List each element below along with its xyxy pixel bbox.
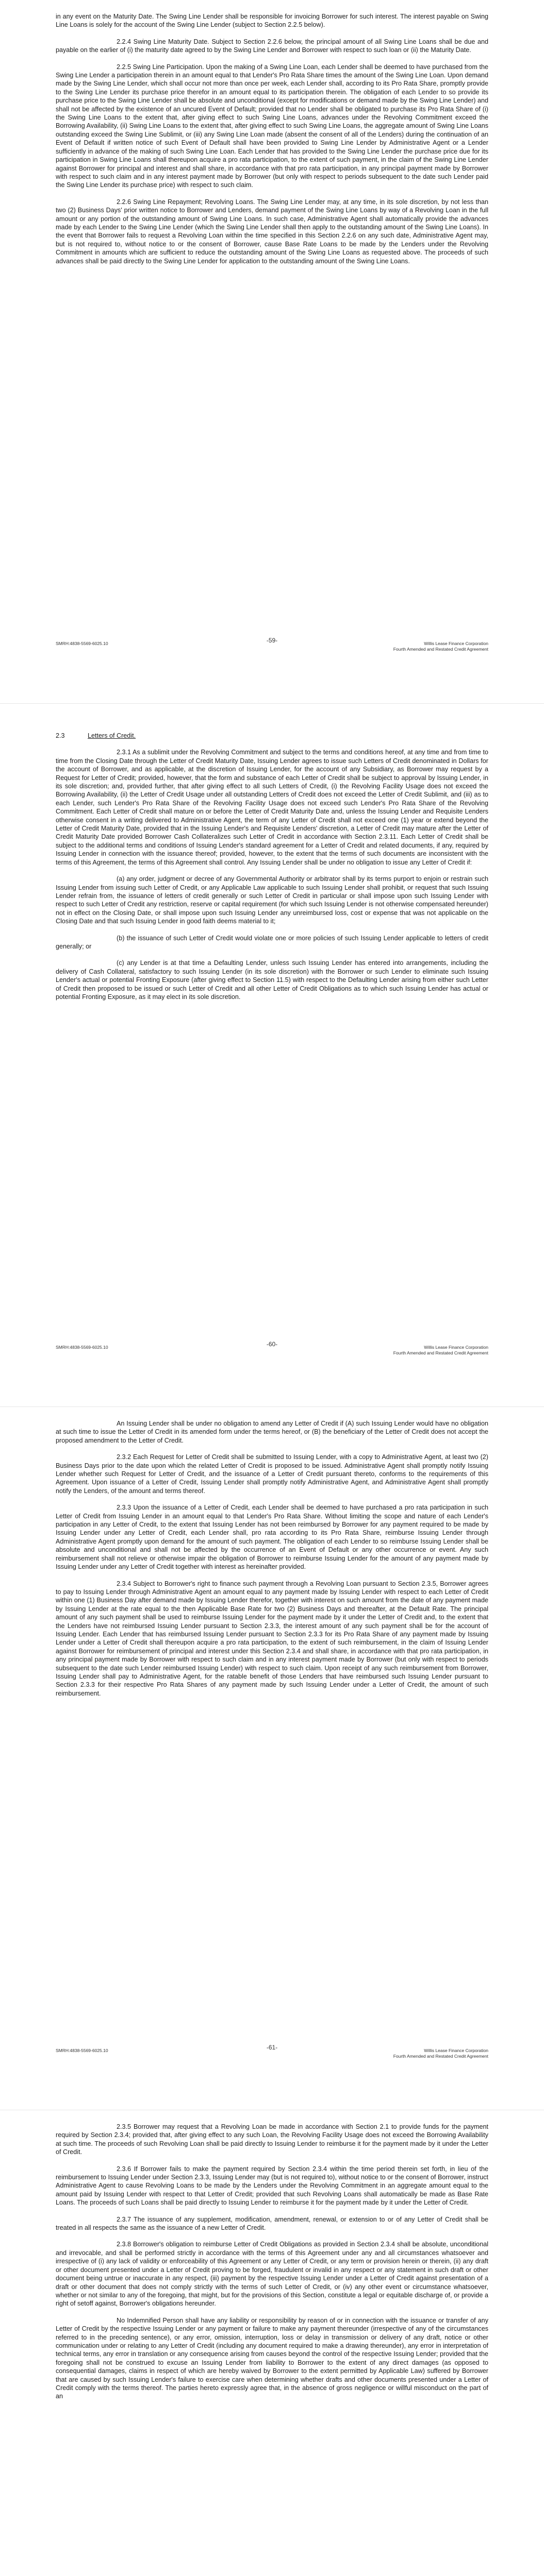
paragraph: 2.2.6 Swing Line Repayment; Revolving Loans. The Swing Line Lender may, at any time, in its sole discretion, by not less than two (2) Business Days' prior written notice to Borrower and Lenders, demand payment of the Swing Line Loans by way of a Revolving Loan in the full amount or any portion of the outstanding amount of Swing Line Loans. In such case, Administrative Agent shall automatically provide the advances made by each Lender to the Swing Line Lender (which the Swing Line Lender shall then apply to the outstanding amount of the Swing Line Loans). In the event that Borrower fails to request a Revolving Loan within the time specified in this Section 2.2.6 on any such date, Administrative Agent may, but is not required to, without notice to or the consent of Borrower, cause Base Rate Loans to be made by the Lenders under the Revolving Commitment in amounts which are sufficient to reduce the outstanding amount of the Swing Line Loans as requested above. The proceeds of such advances shall be paid directly to the Swing Line Lender for application to the outstanding amount of the Swing Line Loans. <box>56 198 488 265</box>
paragraph: 2.3.3 Upon the issuance of a Letter of Credit, each Lender shall be deemed to have purchased a pro rata participation in such Letter of Credit from Issuing Lender in an amount equal to that Lender's Pro Rata Share. Without limiting the scope and nature of each Lender's participation in any Letter of Credit, to the extent that Issuing Lender has not been reimbursed by Borrower for any payment required to be made by Issuing Lender under any Letter of Credit, each Lender shall, pro rata according to its Pro Rata Share, reimburse Issuing Lender through Administrative Agent promptly upon demand for the amount of such payment. The obligation of each Lender to so reimburse Issuing Lender shall be absolute and unconditional and shall not be affected by the occurrence of an Event of Default or any other occurrence or event. Any such reimbursement shall not relieve or otherwise impair the obligation of Borrower to reimburse Issuing Lender for the amount of any payment made by Issuing Lender under any Letter of Credit together with interest as hereinafter provided. <box>56 1504 488 1571</box>
paragraph: 2.3.8 Borrower's obligation to reimburse Letter of Credit Obligations as provided in Section 2.3.4 shall be absolute, unconditional and irrevocable, and shall be performed strictly in accordance with the terms of this Agreement under any and all circumstances whatsoever and irrespective of (i) any lack of validity or enforceability of this Agreement or any Letter of Credit, or any term or provision herein or therein, (ii) any draft or other document presented under a Letter of Credit proving to be forged, fraudulent or invalid in any respect or any statement in such draft or other document being untrue or inaccurate in any respect, (iii) payment by the respective Issuing Lender under a Letter of Credit against presentation of a draft or other document that does not comply strictly with the terms of such Letter of Credit, or (iv) any other event or circumstance whatsoever, whether or not similar to any of the foregoing, that might, but for the provisions of this Section, constitute a legal or equitable discharge of, or provide a right of setoff against, Borrower's obligations hereunder. <box>56 2241 488 2308</box>
page-body <box>56 2123 488 2401</box>
footer-company <box>393 1345 488 1356</box>
clause-a: (a) any order, judgment or decree of any Governmental Authority or arbitrator shall by its terms purport to enjoin or restrain such Issuing Lender from issuing such Letter of Credit, or any Applicable Law applicable to such Issuing Lender shall prohibit, or request that such Issuing Lender refrain from, the issuance of letters of credit generally or such Letter of Credit in particular or shall impose upon such Issuing Lender with respect to such Letter of Credit any restriction, reserve or capital requirement (for which such Issuing Lender is not otherwise compensated hereunder) not in effect on the Closing Date, or shall impose upon such Issuing Lender any unreimbursed loss, cost or expense that was not applicable on the Closing Date and that such Issuing Lender in good faith deems material to it; <box>56 875 488 925</box>
paragraph: 2.3.2 Each Request for Letter of Credit shall be submitted to Issuing Lender, with a copy to Administrative Agent, at least two (2) Business Days prior to the date upon which the related Letter of Credit is proposed to be issued. Administrative Agent shall promptly notify Issuing Lender whether such Request for Letter of Credit, and the issuance of a Letter of Credit pursuant thereto, conforms to the requirements of this Agreement. Upon issuance of a Letter of Credit, Issuing Lender shall promptly notify Administrative Agent, and Administrative Agent shall promptly notify the Lenders, of the amount and terms thereof. <box>56 1453 488 1495</box>
page-number: -59- <box>266 637 278 644</box>
paragraph: No Indemnified Person shall have any liability or responsibility by reason of or in connection with the issuance or transfer of any Letter of Credit by the respective Issuing Lender or any payment or failure to make any payment thereunder (irrespective of any of the circumstances referred to in the preceding sentence), or any error, omission, interruption, loss or delay in transmission or delivery of any draft, notice or other communication under or relating to any Letter of Credit (including any document required to make a drawing thereunder), any error in interpretation of technical terms, any error in translation or any consequence arising from causes beyond the control of the respective Issuing Lender; provided that the foregoing shall not be construed to excuse an Issuing Lender from liability to Borrower to the extent of any direct damages (as opposed to consequential damages, claims in respect of which are hereby waived by Borrower to the extent permitted by Applicable Law) suffered by Borrower that are caused by such Issuing Lender's failure to exercise care when determining whether drafts and other documents presented under a Letter of Credit comply with the terms thereof. The parties hereto expressly agree that, in the absence of gross negligence or willful misconduct on the part of an <box>56 2316 488 2400</box>
page-62 <box>0 2110 544 2576</box>
footer-doc-id: SMRH:4838-5569-6025.10 <box>56 2048 108 2053</box>
footer-company-name: Willis Lease Finance Corporation <box>424 1345 488 1350</box>
page-footer <box>56 1342 488 1362</box>
clause-c: (c) any Lender is at that time a Defaulting Lender, unless such Issuing Lender has entered into arrangements, including the delivery of Cash Collateral, satisfactory to such Issuing Lender (in its sole discretion) with the Borrower or such Lender to eliminate such Issuing Lender's actual or potential Fronting Exposure (after giving effect to Section 11.5) with respect to the Defaulting Lender arising from either such Letter of Credit then proposed to be issued or such Letter of Credit and all other Letter of Credit Obligations as to which such Issuing Lender has actual or potential Fronting Exposure, as it may elect in its sole discretion. <box>56 959 488 1001</box>
page-59 <box>0 0 544 703</box>
paragraph: in any event on the Maturity Date. The Swing Line Lender shall be responsible for invoicing Borrower for such interest. The interest payable on Swing Line Loans is solely for the account of the Swing Line Lender (subject to Section 2.2.5 below). <box>56 13 488 29</box>
footer-company <box>393 2048 488 2059</box>
page-body <box>56 1419 488 1698</box>
page-number: -61- <box>266 2044 278 2051</box>
page-footer <box>56 638 488 658</box>
footer-company <box>393 641 488 652</box>
section-number: 2.3 <box>56 732 65 739</box>
footer-agreement-title: Fourth Amended and Restated Credit Agreement <box>393 2054 488 2059</box>
footer-agreement-title: Fourth Amended and Restated Credit Agreement <box>393 1350 488 1355</box>
paragraph: 2.3.5 Borrower may request that a Revolving Loan be made in accordance with Section 2.1 to provide funds for the payment required by Section 2.3.4; provided that, after giving effect to any such Loan, the Revolving Facility Usage does not exceed the Borrowing Availability at such time. The proceeds of such Revolving Loan shall be paid directly to Issuing Lender to reimburse it for the payment made by it under the Letter of Credit. <box>56 2123 488 2156</box>
section-heading <box>56 732 488 740</box>
section-title: Letters of Credit. <box>88 732 136 739</box>
page-60 <box>0 703 544 1406</box>
paragraph: 2.2.4 Swing Line Maturity Date. Subject to Section 2.2.6 below, the principal amount of all Swing Line Loans shall be due and payable on the earlier of (i) the maturity date agreed to by the Swing Line Lender and Borrower with respect to such loan or (ii) the Maturity Date. <box>56 38 488 54</box>
footer-company-name: Willis Lease Finance Corporation <box>424 641 488 646</box>
page-body <box>56 12 488 265</box>
clause-b: (b) the issuance of such Letter of Credit would violate one or more policies of such Issuing Lender applicable to letters of credit generally; or <box>56 934 488 950</box>
paragraph: 2.2.5 Swing Line Participation. Upon the making of a Swing Line Loan, each Lender shall be deemed to have purchased from the Swing Line Lender a participation therein in an amount equal to that Lender's Pro Rata Share times the amount of the Swing Line Loan. Upon demand made by the Swing Line Lender, which shall occur not more than once per week, each Lender shall, according to its Pro Rata Share, promptly provide to the Swing Line Lender its purchase price therefor in an amount equal to its participation therein. The obligation of each Lender to so provide its purchase price to the Swing Line Lender shall be absolute and unconditional (except for modifications or demand made by the Swing Line Lender) and shall not be affected by the existence of an uncured Event of Default; provided that no Lender shall be obligated to purchase its Pro Rata Share of (i) the Swing Line Loans to the extent that, after giving effect to such Swing Line Loans, advances under the Revolving Commitment exceed the Borrowing Availability, (ii) Swing Line Loans to the extent that, after giving effect to such Swing Line Loans, the aggregate amount of Swing Line Loans outstanding exceed the Swing Line Sublimit, or (iii) any Swing Line Loan made (absent the consent of all of the Lenders) during the continuation of an Event of Default if written notice of such Event of Default shall have been provided to Swing Line Lender by Administrative Agent or a Lender sufficiently in advance of the making of such Swing Line Loan. Each Lender that has provided to the Swing Line Lender the purchase price due for its participation in Swing Line Loans shall thereupon acquire a pro rata participation, to the extent of such payment, in the claim of the Swing Line Lender against Borrower for principal and interest and shall share, in accordance with that pro rata participation, in any principal payment made by Borrower with respect to such claim and in any interest payment made by Borrower (but only with respect to periods subsequent to the date such Lender paid the Swing Line Lender its purchase price) with respect to such claim. <box>56 63 488 189</box>
paragraph: 2.3.6 If Borrower fails to make the payment required by Section 2.3.4 within the time period therein set forth, in lieu of the reimbursement to Issuing Lender under Section 2.3.3, Issuing Lender may (but is not required to), without notice to or the consent of Borrower, instruct Administrative Agent to cause Revolving Loans to be made by the Lenders under the Revolving Commitment in an aggregate amount equal to the amount paid by Issuing Lender with respect to that Letter of Credit; provided that such Revolving Loans shall automatically be made as Base Rate Loans. The proceeds of such Loans shall be paid directly to Issuing Lender to reimburse it for the payment made by it under the Letter of Credit. <box>56 2165 488 2207</box>
footer-doc-id: SMRH:4838-5569-6025.10 <box>56 641 108 646</box>
footer-agreement-title: Fourth Amended and Restated Credit Agreement <box>393 647 488 652</box>
page-number: -60- <box>266 1341 278 1348</box>
page-61 <box>0 1406 544 2110</box>
page-body <box>56 732 488 1001</box>
footer-company-name: Willis Lease Finance Corporation <box>424 2048 488 2053</box>
paragraph: 2.3.1 As a sublimit under the Revolving Commitment and subject to the terms and conditions hereof, at any time and from time to time from the Closing Date through the Letter of Credit Maturity Date, Issuing Lender agrees to issue such Letters of Credit denominated in Dollars for the account of Borrower, and as applicable, at the discretion of Issuing Lender, for the account of any Subsidiary, as Borrower may request by a Request for Letter of Credit; provided, however, that the form and substance of each Letter of Credit shall be subject to approval by Issuing Lender, in its sole discretion; and, provided further, that after giving effect to all such Letters of Credit, (i) the Revolving Facility Usage does not exceed the Borrowing Availability, (ii) the Letter of Credit Usage under all outstanding Letters of Credit does not exceed the Letter of Credit Sublimit, and (iii) as to each Lender, such Lender's Pro Rata Share of the Revolving Facility Usage does not exceed such Lender's Pro Rata Share of the Revolving Commitment. Each Letter of Credit shall mature on or before the Letter of Credit Maturity Date and, unless the Issuing Lender and Requisite Lenders otherwise consent in a writing delivered to Administrative Agent, the term of any Letter of Credit shall not exceed one (1) year or extend beyond the Letter of Credit Maturity Date, provided that in the Issuing Lender's and Requisite Lenders' discretion, a Letter of Credit may mature after the Letter of Credit Maturity Date provided Borrower Cash Collateralizes such Letter of Credit in accordance with Section 2.3.11. Each Letter of Credit shall be subject to the additional terms and conditions of Issuing Lender's standard agreement for a Letter of Credit and related documents, if any, required by Issuing Lender in connection with the issuance thereof; provided, however, to the extent that the terms of such documents are inconsistent with the terms of this Agreement, the terms of this Agreement shall control. Any Issuing Lender shall be under no obligation to issue any Letter of Credit if: <box>56 749 488 866</box>
paragraph: 2.3.7 The issuance of any supplement, modification, amendment, renewal, or extension to or of any Letter of Credit shall be treated in all respects the same as the issuance of a new Letter of Credit. <box>56 2215 488 2232</box>
page-footer <box>56 2045 488 2065</box>
paragraph: An Issuing Lender shall be under no obligation to amend any Letter of Credit if (A) such Issuing Lender would have no obligation at such time to issue the Letter of Credit in its amended form under the terms hereof, or (B) the beneficiary of the Letter of Credit does not accept the proposed amendment to the Letter of Credit. <box>56 1420 488 1444</box>
paragraph: 2.3.4 Subject to Borrower's right to finance such payment through a Revolving Loan pursuant to Section 2.3.5, Borrower agrees to pay to Issuing Lender through Administrative Agent an amount equal to any payment made by Issuing Lender with respect to each Letter of Credit within one (1) Business Day after demand made by Issuing Lender therefor, together with interest on such amount from the date of any payment made by Issuing Lender at the rate equal to the then Applicable Base Rate for two (2) Business Days and thereafter, at the Default Rate. The principal amount of any such payment shall be used to reimburse Issuing Lender for the payment made by it under the Letter of Credit and, to the extent that the Lenders have not reimbursed Issuing Lender pursuant to Section 2.3.3, the interest amount of any such payment shall be for the account of Issuing Lender. Each Lender that has reimbursed Issuing Lender pursuant to Section 2.3.3 for its Pro Rata Share of any payment made by Issuing Lender under a Letter of Credit shall thereupon acquire a pro rata participation, to the extent of such reimbursement, in the claim of Issuing Lender against Borrower for reimbursement of principal and interest under this Section 2.3.4 and shall share, in accordance with that pro rata participation, in any principal payment made by Borrower with respect to such claim and in any interest payment made by Borrower (but only with respect to periods subsequent to the date such Lender reimbursed Issuing Lender) with respect to such claim. Upon receipt of any such reimbursement from Borrower, Issuing Lender shall pay to Administrative Agent, for the ratable benefit of those Lenders that have reimbursed such Issuing Lender pursuant to Section 2.3.3 for their respective Pro Rata Shares of any payment made by such Issuing Lender under a Letter of Credit, the amount of such reimbursement. <box>56 1580 488 1697</box>
footer-doc-id: SMRH:4838-5569-6025.10 <box>56 1345 108 1350</box>
